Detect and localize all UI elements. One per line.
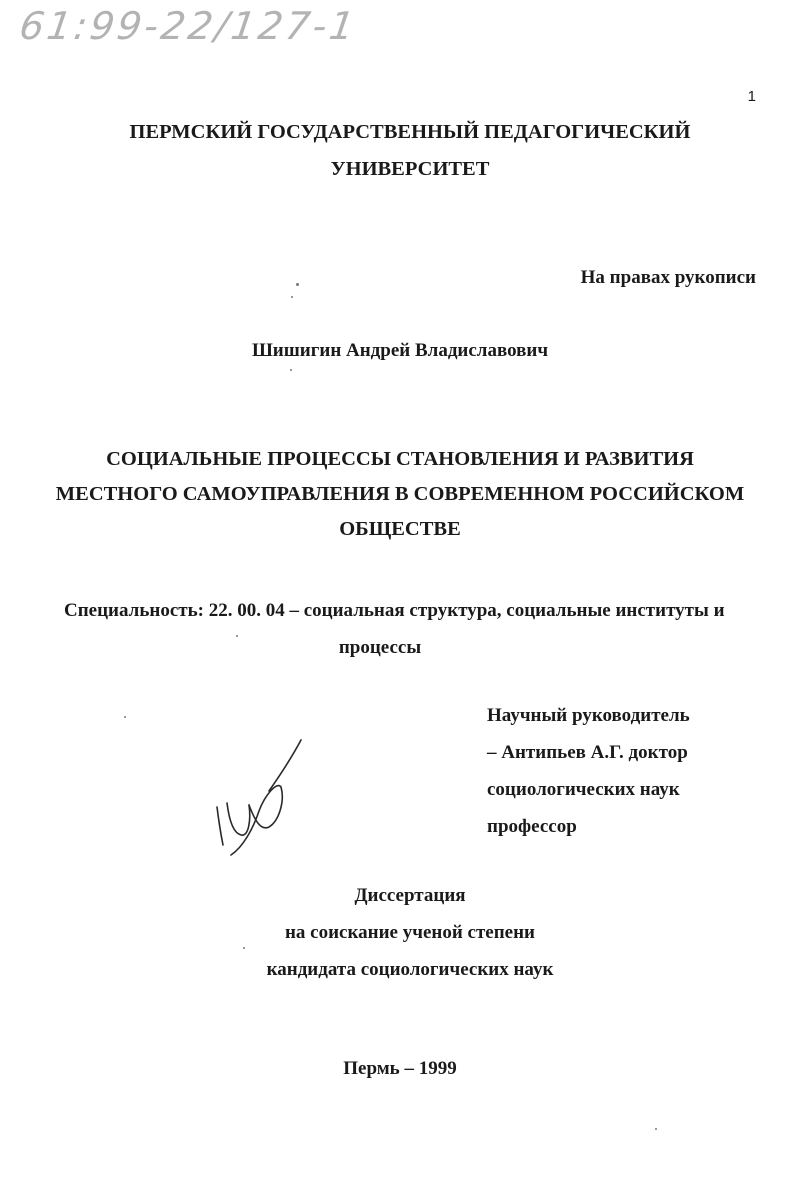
supervisor-line-4: профессор xyxy=(487,816,577,837)
dissertation-line-3: кандидата социологических наук xyxy=(266,959,554,980)
dissertation-title xyxy=(0,442,800,547)
title-line-1: СОЦИАЛЬНЫЕ ПРОЦЕССЫ СТАНОВЛЕНИЯ И РАЗВИТИЯ xyxy=(106,448,694,470)
scientific-supervisor xyxy=(487,697,690,845)
specialty-line-1: Специальность: 22. 00. 04 – социальная структура, социальные институты и xyxy=(64,600,725,621)
scan-speck xyxy=(124,716,126,718)
manuscript-rights-note: На правах рукописи xyxy=(580,267,756,288)
scan-speck xyxy=(290,369,292,371)
scan-speck xyxy=(243,947,245,949)
scan-speck xyxy=(236,635,238,637)
university-name-line-2: УНИВЕРСИТЕТ xyxy=(330,158,490,180)
author-name: Шишигин Андрей Владиславович xyxy=(251,340,549,361)
city-year: Пермь – 1999 xyxy=(343,1058,457,1079)
scan-speck xyxy=(296,283,299,286)
specialty xyxy=(64,592,764,666)
university-name xyxy=(0,114,800,188)
university-name-line-1: ПЕРМСКИЙ ГОСУДАРСТВЕННЫЙ ПЕДАГОГИЧЕСКИЙ xyxy=(129,121,691,143)
dissertation-degree xyxy=(0,877,800,988)
supervisor-line-1: Научный руководитель xyxy=(487,705,690,726)
title-line-3: ОБЩЕСТВЕ xyxy=(339,518,461,540)
handwritten-signature xyxy=(205,735,315,860)
archive-stamp: 61:99-22/127-1 xyxy=(16,4,360,48)
specialty-line-2: процессы xyxy=(338,637,422,658)
supervisor-line-3: социологических наук xyxy=(487,779,680,800)
title-line-2: МЕСТНОГО САМОУПРАВЛЕНИЯ В СОВРЕМЕННОМ РОССИЙСКОМ xyxy=(55,483,745,505)
scan-speck xyxy=(291,296,293,298)
supervisor-line-2: – Антипьев А.Г. доктор xyxy=(487,742,688,763)
scan-speck xyxy=(655,1128,657,1130)
dissertation-line-2: на соискание ученой степени xyxy=(284,922,535,943)
dissertation-line-1: Диссертация xyxy=(354,885,466,906)
page-number: 1 xyxy=(747,88,756,105)
